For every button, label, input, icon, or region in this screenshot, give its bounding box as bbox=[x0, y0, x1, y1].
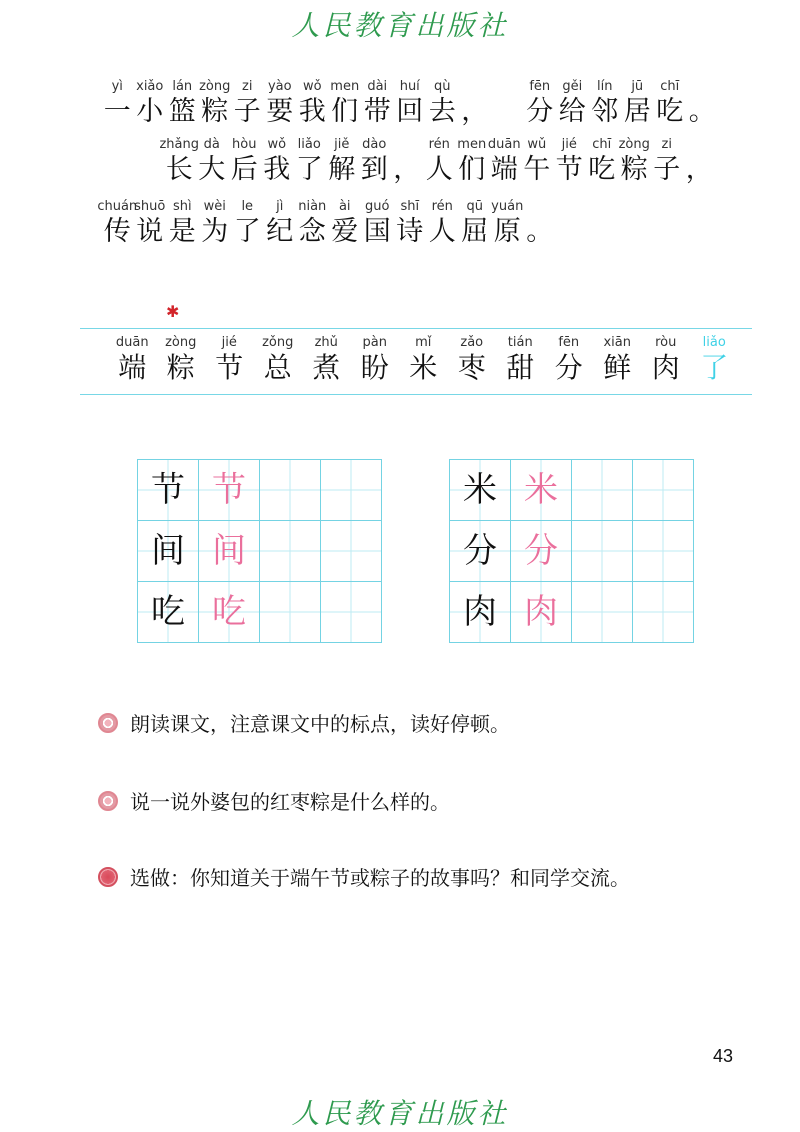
page-number: 43 bbox=[713, 1046, 734, 1066]
vocab-char bbox=[205, 334, 254, 385]
model-char: 米 bbox=[463, 470, 497, 510]
pinyin: chī bbox=[592, 137, 612, 152]
grid-cell bbox=[633, 521, 694, 582]
hanzi: 人 bbox=[428, 216, 456, 247]
grid-cell bbox=[511, 521, 572, 582]
pinyin: niàn bbox=[298, 199, 327, 214]
hanzi: 了 bbox=[233, 216, 261, 247]
hanzi: 米 bbox=[409, 351, 438, 384]
hanzi: 纪 bbox=[266, 216, 294, 247]
grid-cell bbox=[138, 460, 199, 521]
pinyin: lín bbox=[597, 79, 613, 94]
pinyin: hòu bbox=[232, 137, 257, 152]
vocab-rule-bottom bbox=[80, 394, 752, 395]
hanzi: ， bbox=[685, 154, 713, 185]
ruby-char bbox=[589, 78, 622, 129]
pinyin: men bbox=[457, 137, 487, 152]
ruby-char bbox=[394, 78, 427, 129]
text-line bbox=[101, 78, 800, 129]
grid-cell bbox=[260, 521, 321, 582]
ruby-char bbox=[394, 198, 427, 249]
pinyin: dào bbox=[362, 137, 387, 152]
vocab-char bbox=[593, 334, 642, 385]
pinyin: jū bbox=[631, 79, 644, 94]
exercise-item bbox=[98, 862, 630, 891]
model-char: 节 bbox=[151, 470, 185, 510]
hanzi: 带 bbox=[363, 96, 391, 127]
grid-cell bbox=[138, 521, 199, 582]
pinyin: jiě bbox=[334, 137, 350, 152]
hanzi: 总 bbox=[263, 351, 292, 384]
grid-cell bbox=[199, 521, 260, 582]
grid-cell bbox=[450, 460, 511, 521]
seal-bullet-icon bbox=[98, 867, 118, 887]
ruby-char bbox=[199, 198, 232, 249]
hanzi: 盼 bbox=[360, 351, 389, 384]
hanzi: ， bbox=[461, 96, 489, 127]
hanzi: 节 bbox=[555, 154, 583, 185]
ruby-char bbox=[361, 78, 394, 129]
trace-char: 间 bbox=[212, 531, 246, 571]
vocab-char bbox=[496, 334, 545, 385]
writing-grid bbox=[449, 459, 694, 643]
ruby-char bbox=[459, 78, 492, 129]
ruby-char bbox=[358, 136, 391, 187]
ruby-char bbox=[231, 198, 264, 249]
hanzi: 屈 bbox=[461, 216, 489, 247]
pinyin: chuán bbox=[97, 199, 138, 214]
ruby-char bbox=[326, 136, 359, 187]
pinyin: gěi bbox=[562, 79, 583, 94]
ruby-char bbox=[524, 198, 557, 249]
vocab-char bbox=[157, 334, 206, 385]
model-char: 分 bbox=[463, 531, 497, 571]
pinyin: wǒ bbox=[267, 137, 287, 152]
pinyin: shī bbox=[400, 199, 420, 214]
ruby-char bbox=[97, 198, 138, 249]
hanzi: 鲜 bbox=[603, 351, 632, 384]
trace-char: 吃 bbox=[212, 592, 246, 632]
pinyin: zòng bbox=[199, 79, 231, 94]
model-char: 肉 bbox=[463, 592, 497, 632]
pinyin: wǔ bbox=[527, 137, 547, 152]
hanzi: 念 bbox=[298, 216, 326, 247]
grid-cell bbox=[199, 460, 260, 521]
pinyin: xiǎo bbox=[136, 79, 164, 94]
ruby-char bbox=[621, 78, 654, 129]
hanzi: 我 bbox=[263, 154, 291, 185]
hanzi: 篮 bbox=[168, 96, 196, 127]
grid-cell bbox=[511, 582, 572, 643]
grid-cell bbox=[633, 460, 694, 521]
pinyin: jié bbox=[221, 335, 237, 350]
ruby-char bbox=[426, 78, 459, 129]
grid-cell bbox=[138, 582, 199, 643]
vocab-char bbox=[642, 334, 691, 385]
hanzi: 粽 bbox=[166, 351, 195, 384]
ruby-char bbox=[264, 198, 297, 249]
vocab-char bbox=[254, 334, 303, 385]
pinyin: wèi bbox=[203, 199, 226, 214]
trace-char: 肉 bbox=[524, 592, 558, 632]
hanzi: 分 bbox=[554, 351, 583, 384]
exercise-item bbox=[98, 786, 450, 815]
ruby-char bbox=[521, 136, 554, 187]
pinyin: huí bbox=[399, 79, 420, 94]
pinyin: rén bbox=[428, 137, 450, 152]
pinyin: jì bbox=[276, 199, 284, 214]
pinyin: men bbox=[330, 79, 360, 94]
ruby-char bbox=[196, 136, 229, 187]
hanzi: 子 bbox=[653, 154, 681, 185]
pinyin: liǎo bbox=[297, 137, 321, 152]
ruby-char bbox=[134, 78, 167, 129]
ruby-char bbox=[134, 198, 167, 249]
pinyin: chī bbox=[660, 79, 680, 94]
ruby-char bbox=[159, 136, 200, 187]
ruby-char bbox=[166, 198, 199, 249]
pinyin: zòng bbox=[618, 137, 650, 152]
pinyin: dài bbox=[367, 79, 388, 94]
hanzi: 回 bbox=[396, 96, 424, 127]
exercise-item bbox=[98, 708, 510, 737]
vocab-row bbox=[108, 334, 739, 385]
pinyin: jié bbox=[561, 137, 577, 152]
pinyin: zi bbox=[661, 137, 672, 152]
ruby-char bbox=[228, 136, 261, 187]
ruby-char bbox=[618, 136, 651, 187]
hanzi: 小 bbox=[136, 96, 164, 127]
hanzi: 肉 bbox=[651, 351, 680, 384]
hanzi: 到 bbox=[360, 154, 388, 185]
pinyin: duān bbox=[115, 335, 149, 350]
pinyin: zhǔ bbox=[314, 335, 338, 350]
vocab-rule-top bbox=[80, 328, 752, 329]
pinyin: duān bbox=[487, 137, 521, 152]
hanzi: 子 bbox=[233, 96, 261, 127]
model-char: 吃 bbox=[151, 592, 185, 632]
hanzi: 给 bbox=[558, 96, 586, 127]
trace-char: 米 bbox=[524, 470, 558, 510]
ruby-char bbox=[293, 136, 326, 187]
hanzi: 了 bbox=[700, 351, 729, 384]
hanzi: 了 bbox=[295, 154, 323, 185]
seal-bullet-icon bbox=[98, 791, 118, 811]
grid-cell bbox=[260, 582, 321, 643]
hanzi: 居 bbox=[623, 96, 651, 127]
ruby-char bbox=[491, 112, 524, 129]
ruby-char bbox=[166, 78, 199, 129]
ruby-char bbox=[651, 136, 684, 187]
text-line bbox=[159, 136, 800, 187]
hanzi: 煮 bbox=[312, 351, 341, 384]
grid-cell bbox=[450, 582, 511, 643]
model-char: 间 bbox=[151, 531, 185, 571]
ruby-char bbox=[553, 136, 586, 187]
grid-cell bbox=[572, 460, 633, 521]
pinyin: tián bbox=[507, 335, 533, 350]
hanzi: 国 bbox=[363, 216, 391, 247]
vocab-char bbox=[351, 334, 400, 385]
publisher-watermark-top: 人民教育出版社 bbox=[291, 9, 509, 42]
vocab-char bbox=[302, 334, 351, 385]
pinyin: rén bbox=[431, 199, 453, 214]
pinyin: yuán bbox=[491, 199, 524, 214]
hanzi: 粽 bbox=[620, 154, 648, 185]
pinyin: liǎo bbox=[702, 335, 726, 350]
pinyin: guó bbox=[365, 199, 390, 214]
ruby-char bbox=[556, 78, 589, 129]
seal-bullet-icon bbox=[98, 713, 118, 733]
grid-cell bbox=[260, 460, 321, 521]
pinyin: zi bbox=[242, 79, 253, 94]
vocab-char bbox=[448, 334, 497, 385]
pinyin: xiān bbox=[603, 335, 631, 350]
exercise-text: 选做：你知道关于端午节或粽子的故事吗？和同学交流。 bbox=[130, 866, 630, 890]
ruby-char bbox=[459, 198, 492, 249]
pinyin: le bbox=[241, 199, 254, 214]
pinyin: qù bbox=[434, 79, 451, 94]
hanzi: 节 bbox=[215, 351, 244, 384]
pinyin: qū bbox=[466, 199, 483, 214]
vocab-char bbox=[108, 334, 157, 385]
ruby-char bbox=[423, 136, 456, 187]
pinyin: shuō bbox=[134, 199, 166, 214]
grid-cell bbox=[572, 521, 633, 582]
pinyin: shì bbox=[172, 199, 192, 214]
ruby-char bbox=[296, 78, 329, 129]
hanzi: 枣 bbox=[457, 351, 486, 384]
exercise-text: 朗读课文，注意课文中的标点，读好停顿。 bbox=[130, 712, 510, 736]
ruby-char bbox=[264, 78, 297, 129]
hanzi: 为 bbox=[201, 216, 229, 247]
ruby-char bbox=[391, 136, 424, 187]
hanzi: 我 bbox=[298, 96, 326, 127]
grid-cell bbox=[511, 460, 572, 521]
hanzi: 要 bbox=[266, 96, 294, 127]
ruby-char bbox=[524, 78, 557, 129]
grid-cell bbox=[572, 582, 633, 643]
hanzi: 邻 bbox=[591, 96, 619, 127]
ruby-char bbox=[261, 136, 294, 187]
ruby-char bbox=[231, 78, 264, 129]
writing-grid bbox=[137, 459, 382, 643]
hanzi: 端 bbox=[490, 154, 518, 185]
hanzi: ， bbox=[393, 154, 421, 185]
publisher-watermark-bottom: 人民教育出版社 bbox=[291, 1097, 509, 1130]
hanzi: 后 bbox=[230, 154, 258, 185]
ruby-char bbox=[683, 136, 716, 187]
hanzi: 去 bbox=[428, 96, 456, 127]
grid-cell bbox=[321, 521, 382, 582]
ruby-char bbox=[686, 78, 719, 129]
pinyin: fēn bbox=[529, 79, 551, 94]
hanzi: 吃 bbox=[656, 96, 684, 127]
vocab-char bbox=[399, 334, 448, 385]
hanzi: 是 bbox=[168, 216, 196, 247]
ruby-char bbox=[361, 198, 394, 249]
pinyin: ròu bbox=[655, 335, 677, 350]
pinyin: mǐ bbox=[415, 335, 432, 350]
pinyin: fēn bbox=[558, 335, 580, 350]
pinyin: yào bbox=[267, 79, 292, 94]
pinyin: zòng bbox=[165, 335, 197, 350]
grid-cell bbox=[633, 582, 694, 643]
ruby-char bbox=[586, 136, 619, 187]
ruby-char bbox=[491, 198, 524, 249]
hanzi: 。 bbox=[526, 216, 554, 247]
grid-cell bbox=[321, 460, 382, 521]
ruby-char bbox=[329, 198, 362, 249]
hanzi: 人 bbox=[425, 154, 453, 185]
ruby-char bbox=[101, 78, 134, 129]
ruby-char bbox=[199, 78, 232, 129]
hanzi: 解 bbox=[328, 154, 356, 185]
pinyin: lán bbox=[172, 79, 193, 94]
hanzi: 们 bbox=[331, 96, 359, 127]
pinyin: wǒ bbox=[302, 79, 322, 94]
hanzi: 传 bbox=[103, 216, 131, 247]
hanzi: 长 bbox=[165, 154, 193, 185]
hanzi: 们 bbox=[458, 154, 486, 185]
hanzi: 大 bbox=[198, 154, 226, 185]
ruby-char bbox=[654, 78, 687, 129]
hanzi: 说 bbox=[136, 216, 164, 247]
hanzi: 诗 bbox=[396, 216, 424, 247]
pinyin: pàn bbox=[362, 335, 387, 350]
pinyin: zhǎng bbox=[159, 137, 200, 152]
hanzi: 爱 bbox=[331, 216, 359, 247]
trace-char: 分 bbox=[524, 531, 558, 571]
vocab-char bbox=[690, 334, 739, 385]
hanzi: 端 bbox=[118, 351, 147, 384]
grid-cell bbox=[321, 582, 382, 643]
vocab-char bbox=[545, 334, 594, 385]
hanzi: 。 bbox=[688, 96, 716, 127]
hanzi: 粽 bbox=[201, 96, 229, 127]
text-line bbox=[97, 198, 800, 249]
trace-char: 节 bbox=[212, 470, 246, 510]
ruby-char bbox=[488, 136, 521, 187]
exercise-text: 说一说外婆包的红枣粽是什么样的。 bbox=[130, 790, 450, 814]
vocab-star-icon: ✱ bbox=[166, 302, 180, 321]
ruby-char bbox=[426, 198, 459, 249]
hanzi: 原 bbox=[493, 216, 521, 247]
pinyin: ài bbox=[338, 199, 351, 214]
hanzi: 甜 bbox=[506, 351, 535, 384]
pinyin: zǒng bbox=[262, 335, 294, 350]
pinyin: zǎo bbox=[460, 335, 484, 350]
hanzi: 分 bbox=[526, 96, 554, 127]
ruby-char bbox=[329, 78, 362, 129]
grid-cell bbox=[450, 521, 511, 582]
hanzi: 一 bbox=[103, 96, 131, 127]
ruby-char bbox=[296, 198, 329, 249]
hanzi: 午 bbox=[523, 154, 551, 185]
hanzi: 吃 bbox=[588, 154, 616, 185]
pinyin: yì bbox=[111, 79, 123, 94]
pinyin: dà bbox=[203, 137, 220, 152]
grid-cell bbox=[199, 582, 260, 643]
ruby-char bbox=[456, 136, 489, 187]
